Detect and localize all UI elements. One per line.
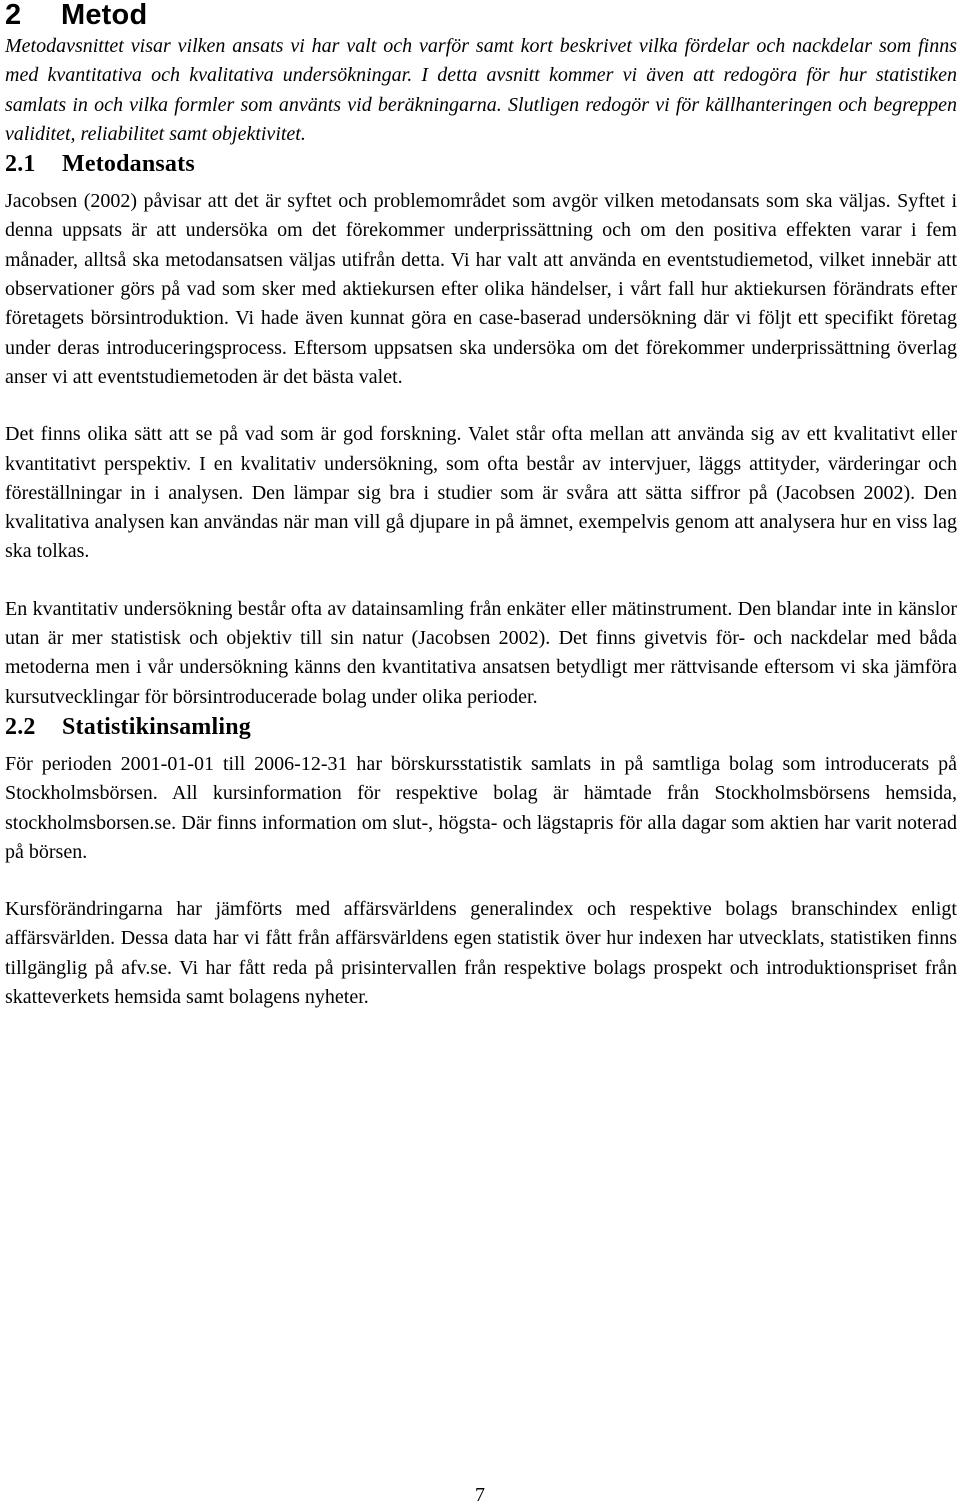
chapter-heading: [5, 0, 957, 30]
paragraph: Det finns olika sätt att se på vad som är god forskning. Valet står ofta mellan att använda sig av ett kvalitativt eller kvantitativt perspektiv. I en kvalitativ undersökning, som ofta består av intervjuer, läggs attityder, värderingar och föreställningar in i analysen. Den lämpar sig bra i studier som är svåra att sätta siffror på (Jacobsen 2002). Den kvalitativa analysen kan användas när man vill gå djupare in på ämnet, exempelvis genom att analysera hur en viss lag ska tolkas.: [5, 423, 957, 563]
page-content: [5, 0, 957, 1012]
section-heading-statistikinsamling: [5, 712, 957, 742]
section-title: Metodansats: [62, 151, 195, 178]
paragraph: En kvantitativ undersökning består ofta av datainsamling från enkäter eller mätinstrument. Den blandar inte in känslor utan är mer statistisk och objektiv till sin natur (Jacobsen 2002). Det finns givetvis för- och nackdelar med båda metoderna men i vår undersökning känns den kvantitativa ansatsen betydligt mer rättvisande eftersom vi ska jämföra kursutvecklingar för börsintroducerade bolag under olika perioder.: [5, 597, 957, 708]
section-number: 2.2: [5, 713, 36, 740]
chapter-number: 2: [5, 0, 22, 31]
page-number: 7: [475, 1484, 485, 1506]
paragraph: För perioden 2001-01-01 till 2006-12-31 har börskursstatistik samlats in på samtliga bolag som introducerats på Stockholmsbörsen. All kursinformation för respektive bolag är hämtade från Stockholmsbörsens hemsida, stockholmsborsen.se. Där finns information om slut-, högsta- och lägstapris för alla dagar som aktien har varit noterad på börsen.: [5, 752, 957, 863]
section-heading-metodansats: [5, 149, 957, 179]
chapter-title: Metod: [61, 0, 148, 31]
chapter-intro: Metodavsnittet visar vilken ansats vi har valt och varför samt kort beskrivet vilka fördelar och nackdelar som finns med kvantitativa och kvalitativa undersökningar. I detta avsnitt kommer vi även att redogöra för hur statistiken samlats in och vilka formler som använts vid beräkningarna. Slutligen redogör vi för källhanteringen och begreppen validitet, reliabilitet samt objektivitet.: [5, 35, 957, 145]
section-number: 2.1: [5, 151, 36, 178]
section-title: Statistikinsamling: [62, 713, 251, 740]
paragraph: Jacobsen (2002) påvisar att det är syftet och problemområdet som avgör vilken metodansats som ska väljas. Syftet i denna uppsats är att undersöka om det förekommer underprissättning och om den positiva effekten varar i fem månader, alltså ska metodansatsen väljas utifrån detta. Vi har valt att använda en eventstudiemetod, vilket innebär att observationer görs på vad som sker med aktiekursen efter olika händelser, i vårt fall hur aktiekursen förändrats efter företagets börsintroduktion. Vi hade även kunnat göra en case-baserad undersökning där vi följt ett specifikt företag under deras introduceringsprocess. Eftersom uppsatsen ska undersöka om det förekommer underprissättning överlag anser vi att eventstudiemetoden är det bästa valet.: [5, 190, 957, 388]
paragraph: Kursförändringarna har jämförts med affärsvärldens generalindex och respektive bolags branschindex enligt affärsvärlden. Dessa data har vi fått från affärsvärldens egen statistik över hur indexen har utvecklats, statistiken finns tillgänglig på afv.se. Vi har fått reda på prisintervallen från respektive bolags prospekt och introduktionspriset från skatteverkets hemsida samt bolagens nyheter.: [5, 898, 957, 1009]
